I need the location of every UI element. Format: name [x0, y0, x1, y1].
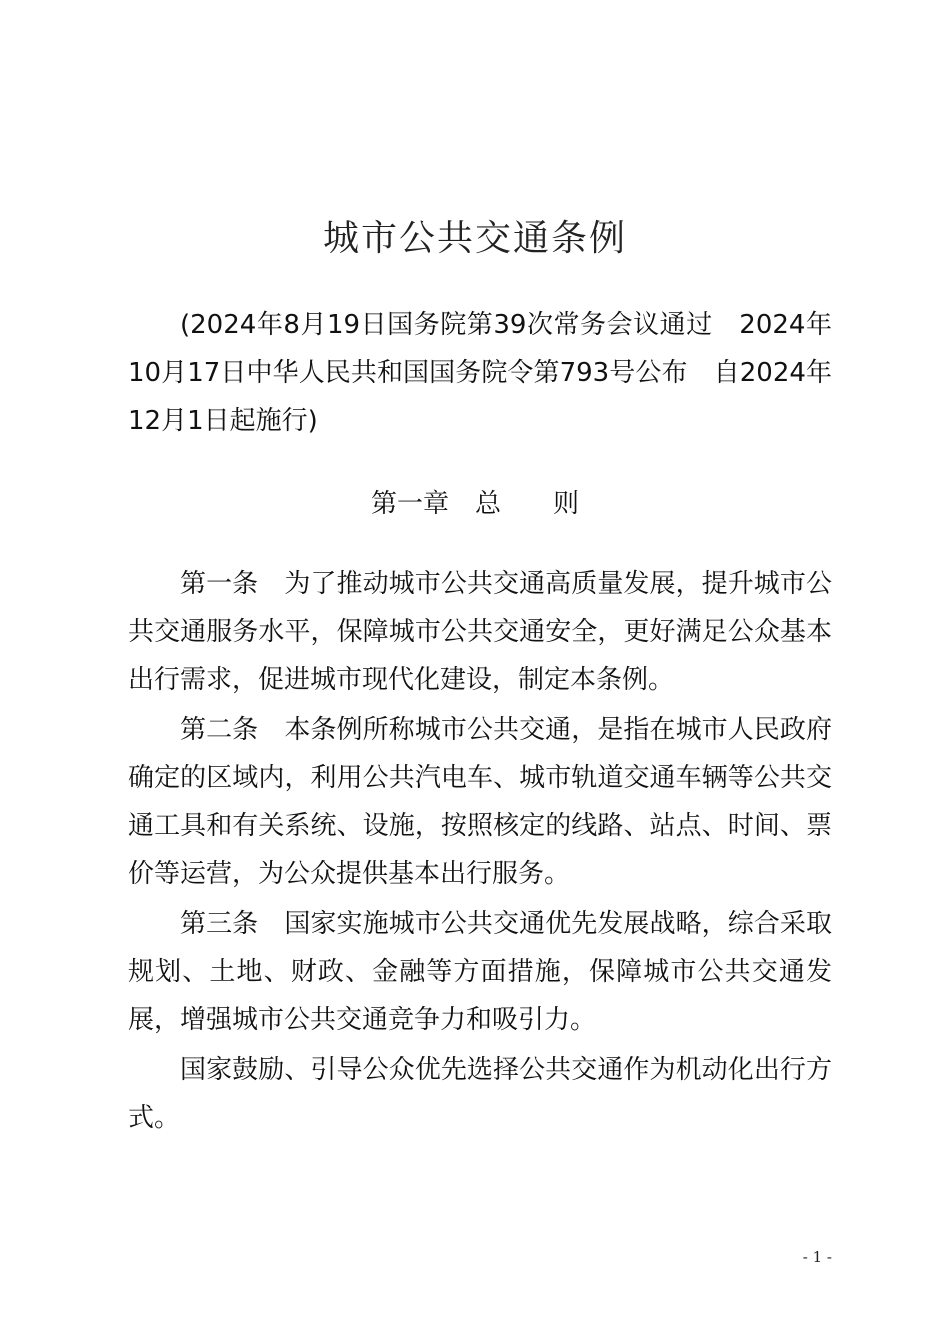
adoption-note	[128, 301, 832, 445]
adoption-note-text: (2024年8月19日国务院第39次常务会议通过 2024年10月17日中华人民共和国国务院令第793号公布 自2024年12月1日起施行)	[128, 310, 832, 436]
article-2	[128, 706, 832, 898]
article-text: 国家实施城市公共交通优先发展战略，综合采取规划、土地、财政、金融等方面措施，保障城市公共交通发展，增强城市公共交通竞争力和吸引力。	[128, 909, 832, 1035]
article-text: 本条例所称城市公共交通，是指在城市人民政府确定的区域内，利用公共汽电车、城市轨道交通车辆等公共交通工具和有关系统、设施，按照核定的线路、站点、时间、票价等运营，为公众提供基本出行服务。	[128, 715, 832, 889]
articles-section	[128, 560, 832, 1144]
article-label: 第三条	[180, 909, 259, 939]
chapter-number: 第一章	[370, 489, 449, 519]
chapter-heading	[0, 480, 950, 528]
article-3	[128, 900, 832, 1044]
article-label: 第一条	[180, 569, 259, 599]
chapter-title-char-2: 则	[553, 489, 580, 519]
document-title: 城市公共交通条例	[322, 218, 627, 259]
article-3-paragraph-2: 国家鼓励、引导公众优先选择公共交通作为机动化出行方式。	[128, 1055, 832, 1133]
article-label: 第二条	[180, 715, 259, 745]
article-text: 为了推动城市公共交通高质量发展，提升城市公共交通服务水平，保障城市公共交通安全，更好满足公众基本出行需求，促进城市现代化建设，制定本条例。	[128, 569, 832, 695]
chapter-title-char-1: 总	[474, 489, 501, 519]
page-number: - 1 -	[802, 1248, 832, 1266]
article-1	[128, 560, 832, 704]
